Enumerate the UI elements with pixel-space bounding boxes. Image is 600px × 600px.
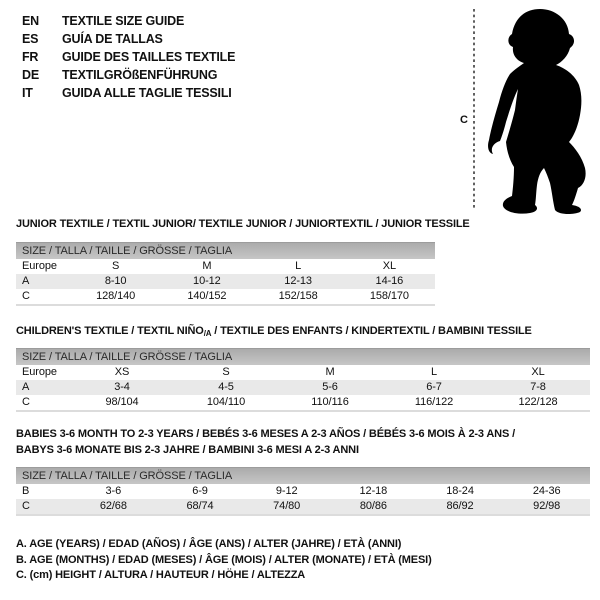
table-cell: 7-8 bbox=[530, 381, 546, 393]
table-cell: 8-10 bbox=[104, 275, 127, 287]
babies-title-line2: BABYS 3-6 MONATE BIS 2-3 JAHRE / BAMBINI 3-6 MESI A 2-3 ANNI bbox=[16, 444, 359, 456]
table-cell: 116/122 bbox=[414, 396, 454, 408]
language-code: IT bbox=[22, 86, 33, 100]
table-row bbox=[16, 365, 590, 380]
legend-notes bbox=[16, 537, 432, 584]
language-code: DE bbox=[22, 68, 39, 82]
table-cell: M bbox=[202, 260, 212, 272]
legend-note-b: B. AGE (MONTHS) / EDAD (MESES) / ÂGE (MOIS) / ALTER (MONATE) / ETÀ (MESI) bbox=[16, 553, 432, 566]
table-row bbox=[16, 274, 435, 289]
table-cell: 104/110 bbox=[206, 396, 246, 408]
table-cell: 3-4 bbox=[114, 381, 130, 393]
row-label: A bbox=[22, 381, 30, 393]
table-cell: 74/80 bbox=[273, 500, 301, 512]
table-cell: S bbox=[222, 366, 230, 378]
table-cell: 12-18 bbox=[359, 485, 388, 497]
table-band-header: SIZE / TALLA / TAILLE / GRÖSSE / TAGLIA bbox=[16, 348, 590, 365]
table-cell: 5-6 bbox=[322, 381, 338, 393]
legend-note-a: A. AGE (YEARS) / EDAD (AÑOS) / ÂGE (ANS) / ALTER (JAHRE) / ETÀ (ANNI) bbox=[16, 538, 402, 550]
children-title-subscript: /A bbox=[203, 329, 212, 338]
table-row bbox=[16, 499, 590, 514]
language-label: GUÍA DE TALLAS bbox=[62, 32, 163, 46]
language-code: EN bbox=[22, 14, 39, 28]
table-cell: 6-9 bbox=[192, 485, 208, 497]
table-cell: 12-13 bbox=[284, 275, 312, 287]
table-cell: 18-24 bbox=[446, 485, 474, 497]
table-cell: 122/128 bbox=[518, 396, 558, 408]
table-cell: S bbox=[112, 260, 120, 272]
table-row bbox=[16, 380, 590, 395]
row-label: C bbox=[22, 396, 30, 408]
table-cell: 10-12 bbox=[193, 275, 221, 287]
language-code: ES bbox=[22, 32, 39, 46]
table-cell: 9-12 bbox=[275, 485, 298, 497]
row-label: A bbox=[22, 275, 30, 287]
children-size-table bbox=[16, 348, 590, 412]
row-label: C bbox=[22, 500, 30, 512]
table-cell: 24-36 bbox=[532, 485, 561, 497]
language-row-fr bbox=[22, 48, 235, 66]
babies-section-title bbox=[16, 426, 515, 458]
language-label: TEXTILE SIZE GUIDE bbox=[62, 14, 185, 28]
table-cell: 3-6 bbox=[105, 485, 122, 497]
table-cell: 6-7 bbox=[426, 381, 442, 393]
table-band-header: SIZE / TALLA / TAILLE / GRÖSSE / TAGLIA bbox=[16, 242, 435, 259]
row-label: Europe bbox=[22, 260, 57, 272]
table-cell: 98/104 bbox=[105, 396, 139, 408]
table-cell: L bbox=[430, 366, 438, 378]
language-label: GUIDE DES TAILLES TEXTILE bbox=[62, 50, 236, 64]
legend-note-c: C. (cm) HEIGHT / ALTURA / HAUTEUR / HÖHE / ALTEZZA bbox=[16, 569, 306, 581]
language-row-de bbox=[22, 66, 235, 84]
table-cell: M bbox=[325, 366, 335, 378]
table-cell: XL bbox=[531, 366, 545, 378]
table-band-header: SIZE / TALLA / TAILLE / GRÖSSE / TAGLIA bbox=[16, 467, 590, 484]
table-cell: XL bbox=[382, 260, 396, 272]
table-cell: 152/158 bbox=[278, 290, 318, 302]
row-label: B bbox=[22, 485, 30, 497]
table-cell: L bbox=[295, 260, 302, 272]
children-title-post: / TEXTILE DES ENFANTS / KINDERTEXTIL / BAMBINI TESSILE bbox=[211, 325, 532, 337]
table-cell: 128/140 bbox=[96, 290, 136, 302]
junior-size-table bbox=[16, 242, 435, 306]
row-label: C bbox=[22, 290, 30, 302]
table-row bbox=[16, 289, 435, 304]
table-cell: 62/68 bbox=[99, 500, 127, 512]
table-cell: XS bbox=[114, 366, 130, 378]
table-cell: 14-16 bbox=[375, 275, 404, 287]
language-label: TEXTILGRÖßENFÜHRUNG bbox=[62, 68, 218, 82]
children-title-pre: CHILDREN'S TEXTILE / TEXTIL NIÑO bbox=[16, 325, 204, 337]
table-row bbox=[16, 259, 435, 274]
table-cell: 110/116 bbox=[311, 396, 349, 408]
table-cell: 158/170 bbox=[369, 290, 409, 302]
table-cell: 140/152 bbox=[187, 290, 227, 302]
language-label: GUIDA ALLE TAGLIE TESSILI bbox=[62, 86, 232, 100]
language-row-it bbox=[22, 84, 235, 102]
table-cell: 92/98 bbox=[533, 500, 561, 512]
babies-size-table bbox=[16, 467, 590, 516]
row-label: Europe bbox=[22, 366, 57, 378]
baby-silhouette-icon bbox=[488, 9, 586, 214]
height-measure-label: C bbox=[460, 114, 468, 126]
language-list bbox=[22, 12, 235, 102]
babies-title-line1: BABIES 3-6 MONTH TO 2-3 YEARS / BEBÉS 3-6 MESES A 2-3 AÑOS / BÉBÉS 3-6 MOIS À 2-3 ANS / bbox=[16, 428, 515, 440]
table-cell: 4-5 bbox=[218, 381, 234, 393]
table-row bbox=[16, 395, 590, 410]
table-cell: 86/92 bbox=[446, 500, 474, 512]
table-row bbox=[16, 484, 590, 499]
language-code: FR bbox=[22, 50, 39, 64]
junior-section-title: JUNIOR TEXTILE / TEXTIL JUNIOR/ TEXTILE JUNIOR / JUNIORTEXTIL / JUNIOR TESSILE bbox=[16, 218, 470, 230]
language-row-es bbox=[22, 30, 235, 48]
language-row-en bbox=[22, 12, 235, 30]
table-cell: 80/86 bbox=[359, 500, 387, 512]
children-section-title bbox=[16, 325, 532, 338]
table-cell: 68/74 bbox=[186, 500, 214, 512]
baby-height-figure bbox=[460, 5, 600, 215]
